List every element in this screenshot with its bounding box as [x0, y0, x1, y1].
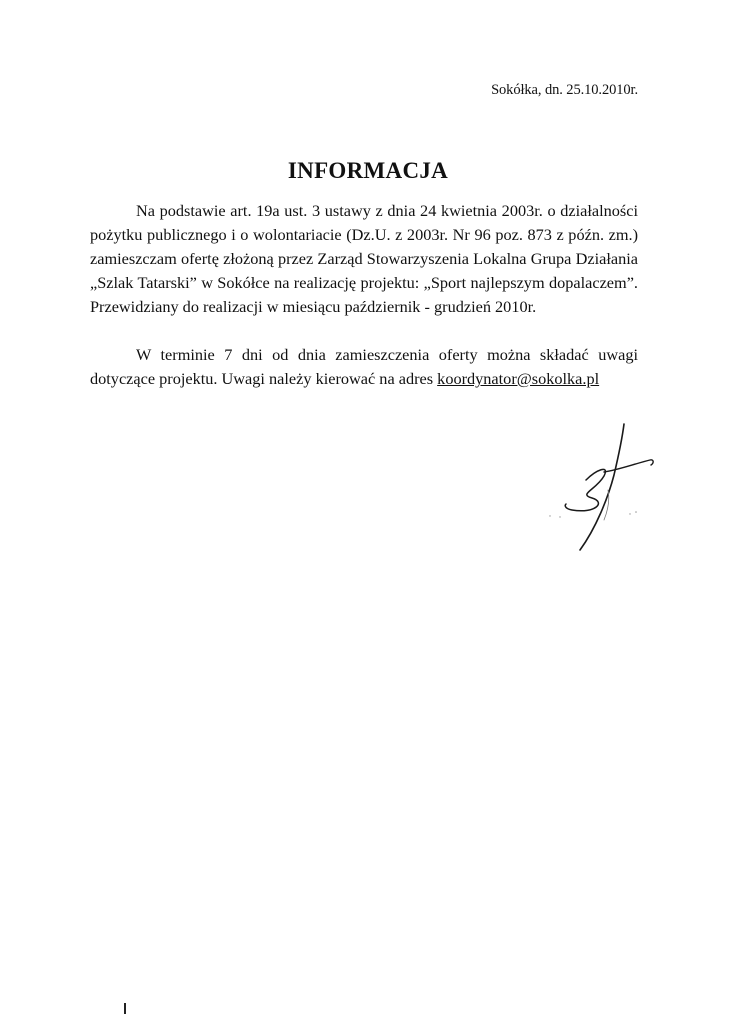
- paragraph-comments-text: W terminie 7 dni od dnia zamieszczenia oferty można składać uwagi dotyczące projektu. Uwagi należy kierować na adres: [90, 345, 638, 388]
- document-title: INFORMACJA: [287, 158, 449, 183]
- place-date: Sokółka, dn. 25.10.2010r.: [491, 82, 638, 98]
- email-link[interactable]: koordynator@sokolka.pl: [437, 369, 600, 388]
- scan-mark: [124, 1003, 126, 1014]
- paragraph-comments: [90, 343, 638, 391]
- paragraph-legal-basis: Na podstawie art. 19a ust. 3 ustawy z dnia 24 kwietnia 2003r. o działalności pożytku publicznego i o wolontariacie (Dz.U. z 2003r. Nr 96 poz. 873 z późn. zm.) zamieszczam ofertę złożoną przez Zarząd Stowarzyszenia Lokalna Grupa Działania „Szlak Tatarski” w Sokółce na realizację projektu: „Sport najlepszym dopalaczem”. Przewidziany do realizacji w miesiącu październik - grudzień 2010r.: [90, 201, 638, 316]
- handwritten-signature: [538, 420, 668, 555]
